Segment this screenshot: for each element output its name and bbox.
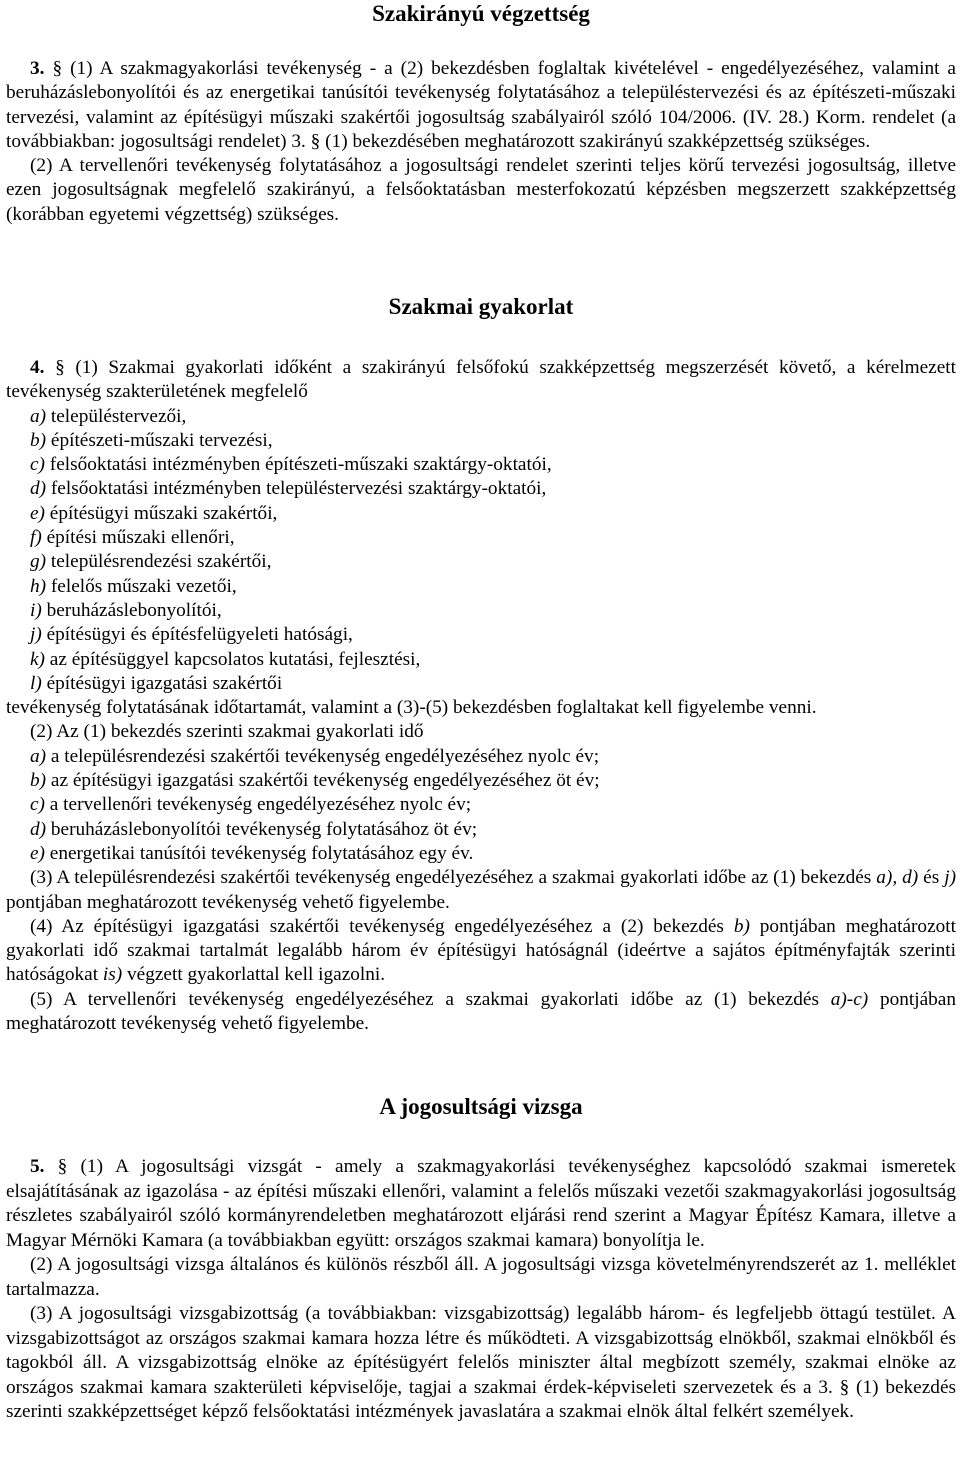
paragraph-5-1-text: § (1) A jogosultsági vizsgát - amely a szakmagyakorlási tevékenységhez kapcsolódó szakmai ismeretek elsajátításának az igazolása - az építési műszaki ellenőri, valamint a felelős műszaki vezetői szakmagyakorlási jogosultság részletes szabályairól szóló kormányrendeletben meghatározott eljárási rend szerint a Magyar Építész Kamara, illetve a Magyar Mérnöki Kamara (a továbbiakban együtt: országos szakmai kamara) bonyolítja le. [6,1156,956,1251]
list-item-text: építésügyi igazgatási szakértői [41,672,283,694]
practice-duration-item [6,793,956,817]
list-item-text: településrendezési szakértői, [46,551,272,573]
practice-type-item [6,502,956,526]
list-marker: f) [30,527,42,549]
section-number-5: 5. [30,1156,45,1177]
practice-type-item [6,453,956,477]
list-item-text: építésügyi műszaki szakértői, [44,502,278,524]
section-number-4: 4. [30,357,45,378]
paragraph-3-1 [6,57,956,154]
paragraph-5-2: (2) A jogosultsági vizsga általános és különös részből áll. A jogosultsági vizsga követelményrendszerét az 1. melléklet tartalmazza. [6,1254,956,1300]
list-item-text: felelős műszaki vezetői, [46,575,237,597]
paragraph-4-4 [6,915,956,988]
practice-type-item [6,477,956,501]
paragraph-4-1 [6,356,956,405]
practice-duration-item [6,745,956,769]
list-item-text: felsőoktatási intézményben építészeti-műszaki szaktárgy-oktatói, [44,454,552,476]
section-title-jogosultsagi-vizsga: A jogosultsági vizsga [379,1094,583,1119]
list-marker: i) [30,599,42,621]
practice-duration-item [6,769,956,793]
list-marker: b) [30,770,47,792]
practice-duration-item [6,842,956,866]
section-title-szakmai-gyakorlat: Szakmai gyakorlat [388,294,574,319]
list-item-text: építésügyi és építésfelügyeleti hatósági, [41,624,353,646]
paragraph-4-1-intro: § (1) Szakmai gyakorlati időként a szakirányú felsőfokú szakképzettség megszerzését követő, a kérelmezett tevékenység szakterületének megfelelő [6,357,956,403]
point-ref: a)-c) [830,988,869,1010]
section-title-szakiranyu: Szakirányú végzettség [372,1,590,26]
list-item-text: építési műszaki ellenőri, [41,527,235,549]
list-marker: d) [30,818,47,840]
text-run: (5) A tervellenőri tevékenység engedélyezéséhez a szakmai gyakorlati időbe az (1) bekezdés [30,988,831,1010]
text-run: pontjában meghatározott tevékenység vehető figyelembe. [6,988,956,1035]
paragraph-4-1-closing: tevékenység folytatásának időtartamát, valamint a (3)-(5) bekezdésben foglaltakat kell figyelembe venni. [6,697,817,719]
list-marker: a) [30,745,47,767]
list-item-text: beruházáslebonyolítói tevékenység folytatásához öt év; [46,818,478,840]
text-run: pontjában meghatározott tevékenység vehető figyelembe. [6,891,450,913]
practice-type-item [6,575,956,599]
section-number-3: 3. [30,58,45,79]
paragraph-3-1-text: § (1) A szakmagyakorlási tevékenység - a (2) bekezdésben foglaltak kivételével - engedélyezéséhez, valamint a beruházáslebonyolítói és az energetikai tanúsítói tevékenység folytatásához a településtervezési és az építészeti-műszaki tervezési, valamint az építésügyi műszaki szakértői jogosultság szabályairól szóló 104/2006. (IV. 28.) Korm. rendelet (a továbbiakban: jogosultsági rendelet) 3. § (1) bekezdésében meghatározott szakirányú szakképzettség szükséges. [6,58,956,152]
list-marker: e) [30,842,45,864]
practice-duration-item [6,818,956,842]
paragraph-5-3: (3) A jogosultsági vizsgabizottság (a továbbiakban: vizsgabizottság) legalább három- és legfeljebb öttagú testület. A vizsgabizottságot az országos szakmai kamara hozza létre és működteti. A vizsgabizottság elnökből, szakmai elnökből és tagokból áll. A vizsgabizottság elnöke az építésügyért felelős miniszter által megbízott személy, szakmai elnöke az országos szakmai kamara szakterületi képviselője, tagjai a szakmai érdek-képviseleti szervezetek és a 3. § (1) bekezdés szerinti szakképzettséget képző felsőoktatási intézmények javaslatára a szakmai elnök által felkért személyek. [6,1303,956,1422]
text-run: végzett gyakorlattal kell igazolni. [122,964,386,986]
list-item-text: beruházáslebonyolítói, [41,599,222,621]
paragraph-5-1 [6,1155,956,1253]
list-item-text: építészeti-műszaki tervezési, [46,429,273,451]
list-marker: g) [30,551,47,573]
practice-type-item [6,405,956,429]
list-item-text: felsőoktatási intézményben településtervezési szaktárgy-oktatói, [46,478,547,500]
practice-type-item [6,429,956,453]
list-item-text: a településrendezési szakértői tevékenység engedélyezéséhez nyolc év; [46,745,600,767]
list-marker: e) [30,502,45,524]
text-run: pontjában meghatározott gyakorlati idő szakmai tartalmát legalább három év építésügyi hatóságnál (ideértve a sajátos építményfajták szerinti hatóságokat [6,915,956,986]
practice-type-item [6,648,956,672]
point-ref: a), d) [876,867,919,889]
list-marker: d) [30,478,47,500]
practice-duration-list [6,745,956,866]
list-item-text: településtervezői, [46,405,187,427]
list-marker: l) [30,672,42,694]
practice-type-item [6,526,956,550]
text-run: (3) A településrendezési szakértői tevékenység engedélyezéséhez a szakmai gyakorlati időbe az (1) bekezdés [30,867,877,889]
paragraph-3-2: (2) A tervellenőri tevékenység folytatásához a jogosultsági rendelet szerinti teljes körű tervezési jogosultság, illetve ezen jogosultságnak megfelelő szakirányú, a felsőoktatásban mesterfokozatú képzésben megszerzett szakképzettség (korábban egyetemi végzettség) szükséges. [6,155,956,225]
paragraph-4-3 [6,866,956,915]
point-ref: j) [944,867,957,889]
paragraph-4 [6,356,956,1036]
list-item-text: a tervellenőri tevékenység engedélyezéséhez nyolc év; [44,794,472,816]
list-item-text: energetikai tanúsítói tevékenység folytatásához egy év. [44,842,474,864]
paragraph-4-5 [6,988,956,1037]
point-ref: is) [102,964,123,986]
practice-type-item [6,672,956,696]
paragraph-3 [6,57,956,227]
practice-type-item [6,599,956,623]
list-marker: k) [30,648,45,670]
list-marker: j) [30,624,42,646]
text-run: és [918,867,945,889]
text-run: (4) Az építésügyi igazgatási szakértői tevékenység engedélyezéséhez a (2) bekezdés [30,915,734,937]
point-ref: b) [733,915,750,937]
practice-type-item [6,550,956,574]
list-marker: a) [30,405,47,427]
paragraph-5 [6,1155,956,1425]
list-marker: c) [30,454,45,476]
practice-type-list [6,405,956,697]
list-marker: b) [30,429,47,451]
list-marker: h) [30,575,47,597]
list-item-text: az építésügyi igazgatási szakértői tevékenység engedélyezéséhez öt év; [46,770,600,792]
list-item-text: az építésüggyel kapcsolatos kutatási, fejlesztési, [44,648,421,670]
list-marker: c) [30,794,45,816]
paragraph-4-2-intro: (2) Az (1) bekezdés szerinti szakmai gyakorlati idő [30,721,424,743]
practice-type-item [6,623,956,647]
